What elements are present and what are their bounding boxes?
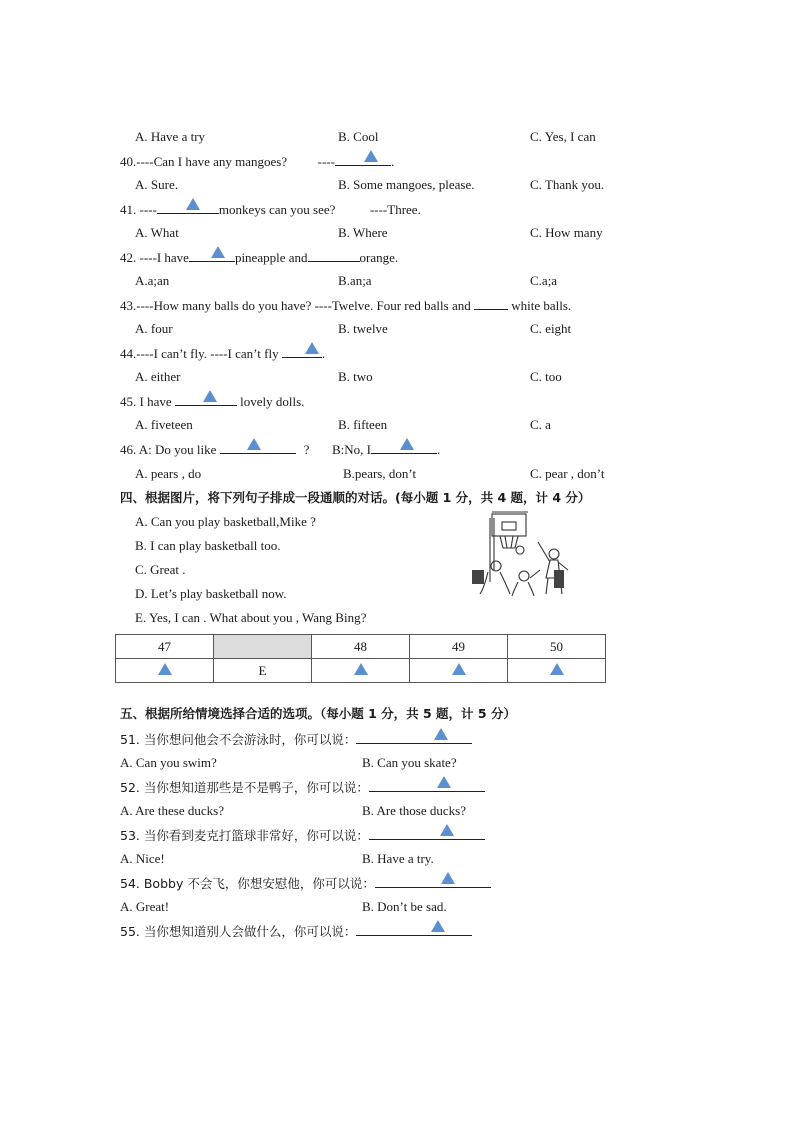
q46-mid: ? xyxy=(303,442,310,457)
q45-option-c: C. a xyxy=(530,417,551,432)
q51-question xyxy=(120,731,472,748)
q41-option-c: C. How many xyxy=(530,225,603,240)
section5-title: 五、根据所给情境选择合适的选项。（每小题 1 分，共 5 题，计 5 分） xyxy=(120,706,516,721)
q51-option-b: B. Can you skate? xyxy=(362,755,457,770)
answer-cell-49[interactable] xyxy=(410,659,508,683)
q52-text: 52. 当你想知道那些是不是鸭子，你可以说： xyxy=(120,780,369,795)
answer-marker-icon xyxy=(186,198,200,210)
q46-option-a: A. pears , do xyxy=(135,466,202,481)
answer-marker-icon xyxy=(431,920,445,932)
table-row xyxy=(116,659,606,683)
section4-item-d: D. Let’s play basketball now. xyxy=(135,586,287,601)
section4-title: 四、根据图片，将下列句子排成一段通顺的对话。(每小题 1 分，共 4 题，计 4 分） xyxy=(120,490,591,505)
table-header-50: 50 xyxy=(508,635,606,659)
answer-marker-icon xyxy=(158,663,172,675)
answer-marker-icon xyxy=(400,438,414,450)
answer-marker-icon xyxy=(452,663,466,675)
answer-cell-given xyxy=(214,659,312,683)
q41-text: monkeys can you see? xyxy=(218,202,336,217)
q43-text: 43.----How many balls do you have? ----Twelve. Four red balls and xyxy=(120,298,471,313)
q42-mid: pineapple and xyxy=(234,250,308,265)
q39-option-c: C. Yes, I can xyxy=(530,129,596,144)
q55-text: 55. 当你想知道别人会做什么，你可以说： xyxy=(120,924,357,939)
q54-text: 54. Bobby 不会飞，你想安慰他，你可以说： xyxy=(120,876,375,891)
q44-text: 44.----I can’t fly. ----I can’t fly xyxy=(120,346,279,361)
q46-option-c: C. pear , don’t xyxy=(530,466,605,481)
q51-option-a: A. Can you swim? xyxy=(120,755,217,770)
q45-option-b: B. fifteen xyxy=(338,417,388,432)
q43-option-b: B. twelve xyxy=(338,321,388,336)
answer-cell-50[interactable] xyxy=(508,659,606,683)
answer-marker-icon xyxy=(203,390,217,402)
q42-end: orange. xyxy=(359,250,399,265)
q42-num: 42. ----I have xyxy=(120,250,189,265)
q40-question xyxy=(120,153,394,170)
q42-blank-2[interactable] xyxy=(308,249,360,262)
q43-option-c: C. eight xyxy=(530,321,572,336)
section4-item-b: B. I can play basketball too. xyxy=(135,538,281,553)
q40-end: . xyxy=(390,154,395,169)
section4-item-c: C. Great . xyxy=(135,562,186,577)
q44-option-a: A. either xyxy=(135,369,181,384)
answer-marker-icon xyxy=(441,872,455,884)
q41-question xyxy=(120,201,421,218)
q46-option-b: B.pears, don’t xyxy=(343,466,417,481)
answer-table xyxy=(115,634,606,683)
q46-end: . xyxy=(436,442,441,457)
q40-reply: ---- xyxy=(317,154,335,169)
q39-option-a: A. Have a try xyxy=(135,129,206,144)
answer-marker-icon xyxy=(211,246,225,258)
q52-blank[interactable] xyxy=(369,779,485,792)
q53-option-b: B. Have a try. xyxy=(362,851,434,866)
q46-b-part: B:No, I xyxy=(331,442,371,457)
table-header-48: 48 xyxy=(312,635,410,659)
answer-marker-icon xyxy=(354,663,368,675)
q40-option-b: B. Some mangoes, please. xyxy=(338,177,475,192)
q43-option-a: A. four xyxy=(135,321,173,336)
q43-end: white balls. xyxy=(511,298,572,313)
q54-option-b: B. Don’t be sad. xyxy=(362,899,447,914)
q46-question xyxy=(120,441,440,458)
q42-option-b: B.an;a xyxy=(338,273,372,288)
q51-blank[interactable] xyxy=(356,731,472,744)
answer-cell-47[interactable] xyxy=(116,659,214,683)
q44-option-b: B. two xyxy=(338,369,373,384)
q39-option-b: B. Cool xyxy=(338,129,379,144)
answer-marker-icon xyxy=(550,663,564,675)
answer-marker-icon xyxy=(437,776,451,788)
answer-marker-icon xyxy=(305,342,319,354)
q40-option-c: C. Thank you. xyxy=(530,177,605,192)
q45-option-a: A. fiveteen xyxy=(135,417,193,432)
q52-option-a: A. Are these ducks? xyxy=(120,803,224,818)
q54-option-a: A. Great! xyxy=(120,899,170,914)
q40-text: 40.----Can I have any mangoes? xyxy=(120,154,288,169)
q40-option-a: A. Sure. xyxy=(135,177,178,192)
basketball-illustration xyxy=(470,510,574,596)
q51-text: 51. 当你想问他会不会游泳时，你可以说： xyxy=(120,732,357,747)
q44-end: . xyxy=(321,346,326,361)
q54-question xyxy=(120,875,491,892)
q52-question xyxy=(120,779,485,796)
q43-blank[interactable] xyxy=(474,297,508,310)
q52-option-b: B. Are those ducks? xyxy=(362,803,466,818)
section4-item-a: A. Can you play basketball,Mike ? xyxy=(135,514,316,529)
table-header-blank xyxy=(214,635,312,659)
given-answer: E xyxy=(258,662,267,678)
table-row xyxy=(116,635,606,659)
q55-question xyxy=(120,923,472,940)
answer-marker-icon xyxy=(440,824,454,836)
q41-reply: ----Three. xyxy=(369,202,421,217)
q53-option-a: A. Nice! xyxy=(120,851,165,866)
answer-cell-48[interactable] xyxy=(312,659,410,683)
table-header-47: 47 xyxy=(116,635,214,659)
q42-question xyxy=(120,249,398,266)
q53-question xyxy=(120,827,485,844)
answer-marker-icon xyxy=(247,438,261,450)
table-header-49: 49 xyxy=(410,635,508,659)
q42-option-c: C.a;a xyxy=(530,273,558,288)
q42-option-a: A.a;an xyxy=(135,273,170,288)
section4-item-e: E. Yes, I can . What about you , Wang Bing? xyxy=(135,610,367,625)
q53-blank[interactable] xyxy=(369,827,485,840)
q45-text: 45. I have xyxy=(120,394,172,409)
q43-question xyxy=(120,297,571,314)
answer-marker-icon xyxy=(434,728,448,740)
q41-option-a: A. What xyxy=(135,225,179,240)
q45-end: lovely dolls. xyxy=(240,394,305,409)
q40-blank[interactable] xyxy=(335,153,391,166)
q44-question xyxy=(120,345,325,362)
answer-marker-icon xyxy=(364,150,378,162)
q46-text: 46. A: Do you like xyxy=(120,442,217,457)
q54-blank[interactable] xyxy=(375,875,491,888)
q55-blank[interactable] xyxy=(356,923,472,936)
q41-option-b: B. Where xyxy=(338,225,388,240)
q44-option-c: C. too xyxy=(530,369,562,384)
q41-num: 41. ---- xyxy=(120,202,157,217)
q53-text: 53. 当你看到麦克打篮球非常好，你可以说： xyxy=(120,828,369,843)
